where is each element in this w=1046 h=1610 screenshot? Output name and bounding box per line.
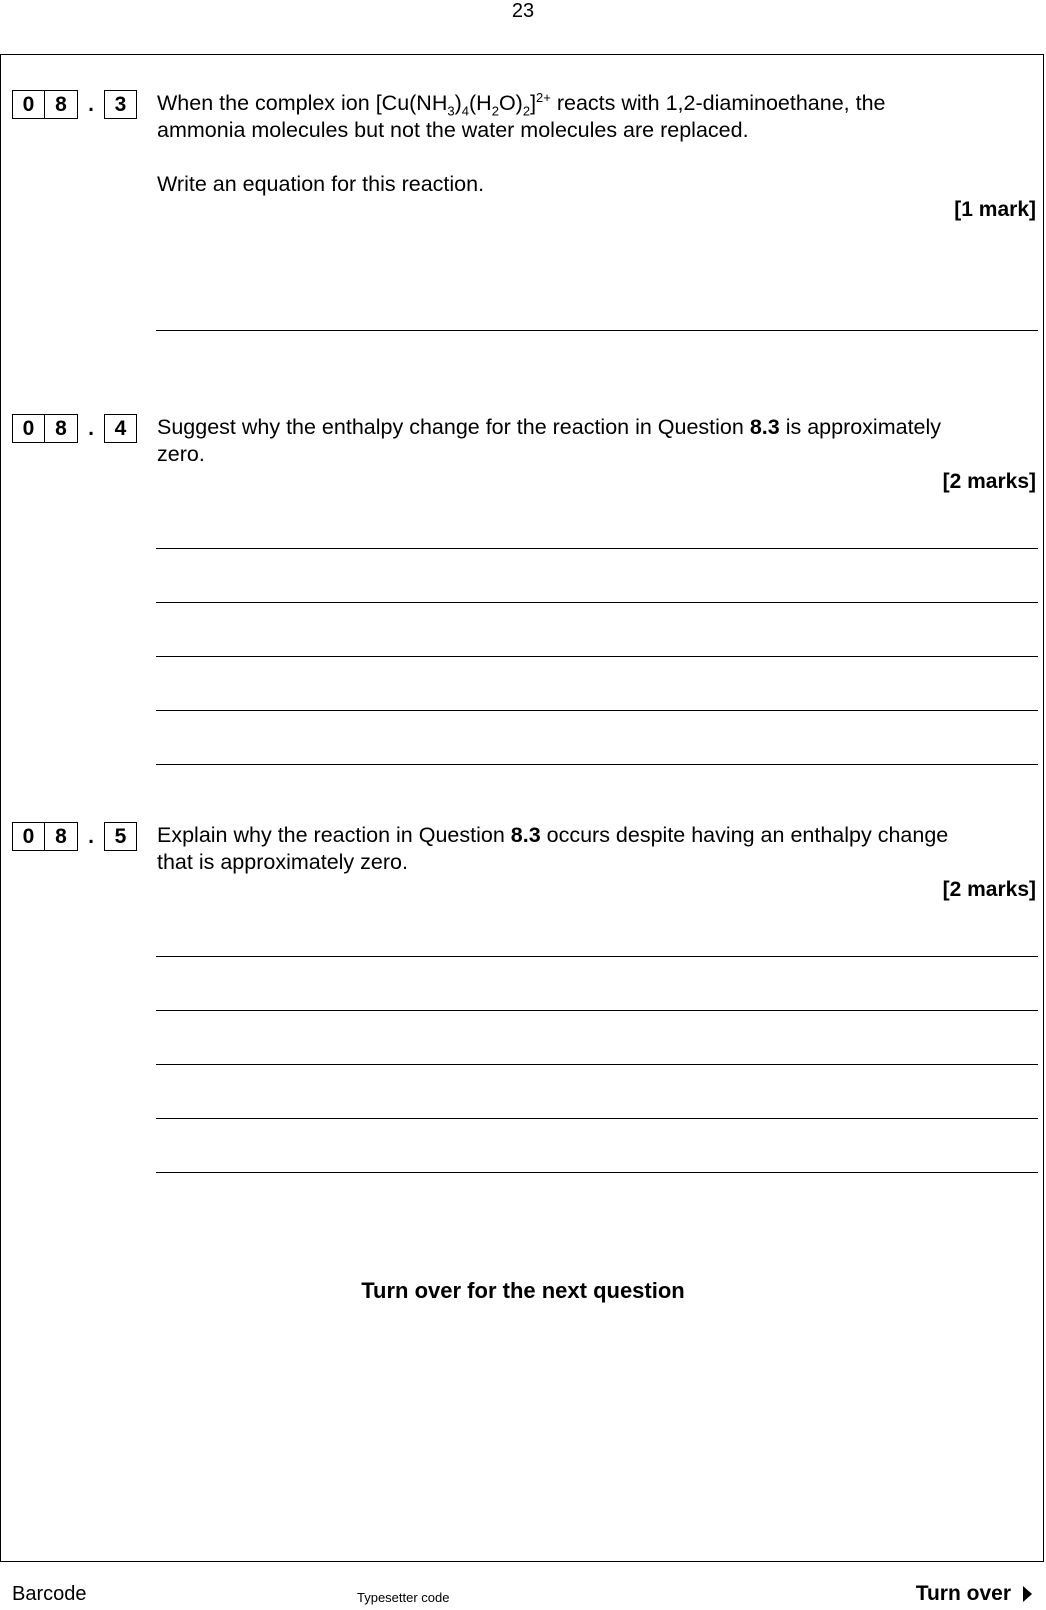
question-number-08-5: [12, 822, 137, 851]
question-digit: 0: [12, 822, 45, 851]
answer-line[interactable]: [156, 1010, 1038, 1011]
answer-line[interactable]: [156, 710, 1038, 711]
question-text-08-5: [157, 822, 1037, 876]
marks-label: [1 mark]: [954, 198, 1036, 221]
question-number-08-3: [12, 90, 137, 119]
question-line: that is approximately zero.: [157, 850, 408, 874]
footer-turn-over: [916, 1582, 1032, 1606]
turn-over-notice: Turn over for the next question: [361, 1278, 685, 1303]
marks-label: [2 marks]: [942, 878, 1036, 901]
question-instruction: Write an equation for this reaction.: [157, 172, 485, 196]
answer-line[interactable]: [156, 1172, 1038, 1173]
turn-over-label: Turn over: [915, 1582, 1011, 1605]
question-line: When the complex ion $[Cu(NH_3)_4(H_2O)_2]^{2+}$ reacts with 1,2-diaminoethane, the: [157, 89, 886, 119]
question-line: zero.: [157, 442, 205, 466]
question-part-digit: 4: [104, 414, 137, 443]
answer-line[interactable]: [156, 956, 1038, 957]
question-digit: 0: [12, 414, 45, 443]
question-dot: .: [88, 416, 94, 440]
answer-line[interactable]: [156, 1118, 1038, 1119]
answer-line[interactable]: [156, 1064, 1038, 1065]
page-number: 23: [511, 0, 535, 22]
question-line: Suggest why the enthalpy change for the reaction in Question 8.3 is approximately: [157, 415, 942, 439]
answer-line[interactable]: [156, 656, 1038, 657]
answer-line[interactable]: [156, 548, 1038, 549]
answer-line[interactable]: [156, 602, 1038, 603]
question-digit: 8: [45, 822, 78, 851]
question-digit: 8: [45, 90, 78, 119]
question-line: ammonia molecules but not the water molecules are replaced.: [157, 118, 749, 142]
question-text-08-3: [157, 90, 1037, 198]
question-part-digit: 3: [104, 90, 137, 119]
question-digit: 8: [45, 414, 78, 443]
answer-line[interactable]: [156, 330, 1038, 331]
footer-barcode: Barcode: [12, 1583, 87, 1605]
answer-line[interactable]: [156, 764, 1038, 765]
answer-frame: [0, 54, 1044, 1562]
question-dot: .: [88, 92, 94, 116]
question-part-digit: 5: [104, 822, 137, 851]
marks-label: [2 marks]: [942, 470, 1036, 493]
question-number-08-4: [12, 414, 137, 443]
question-text-08-4: [157, 414, 1037, 468]
triangle-right-icon: [1023, 1586, 1032, 1602]
footer-typesetter-code: Typesetter code: [357, 1590, 450, 1605]
question-dot: .: [88, 824, 94, 848]
question-digit: 0: [12, 90, 45, 119]
question-line: Explain why the reaction in Question 8.3 occurs despite having an enthalpy change: [157, 823, 949, 847]
